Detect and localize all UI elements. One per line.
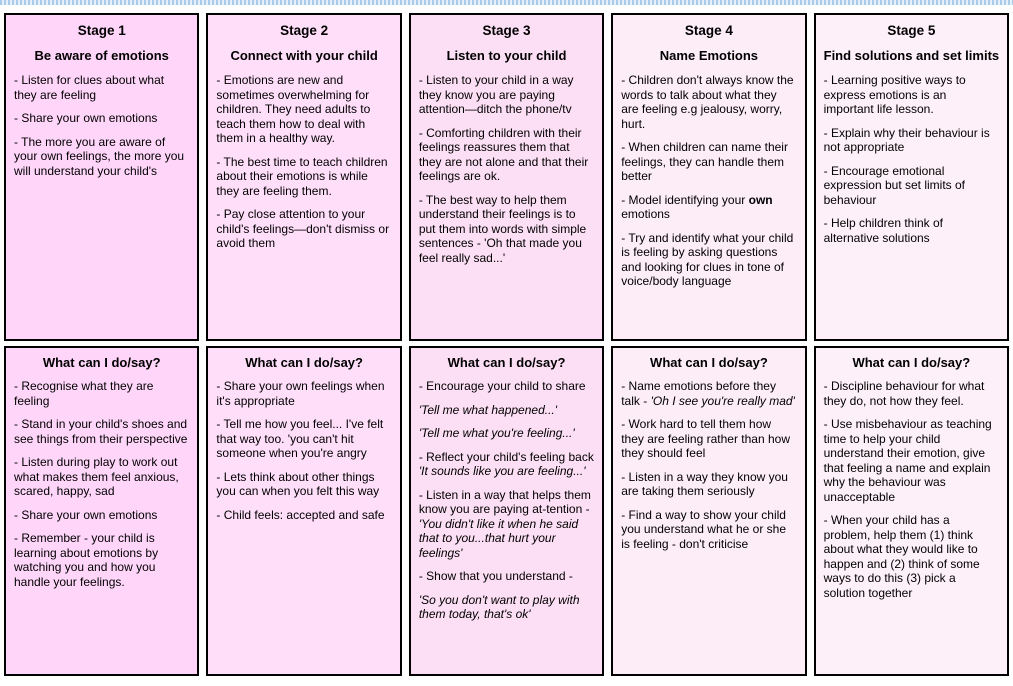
stages-table <box>4 13 1009 676</box>
stage-label: Stage 2 <box>280 23 329 38</box>
bullet-paragraph: - Reflect your child's feeling back 'It sounds like you are feeling...' <box>418 449 594 479</box>
stage-label: Stage 4 <box>684 23 733 38</box>
bullet-paragraph: - Name emotions before they talk - 'Oh I see you're really mad' <box>621 379 795 408</box>
bullet-paragraph: - Learning positive ways to express emotions is an important life lesson. <box>823 73 966 117</box>
bullet-paragraph: - Listen for clues about what they are feeling <box>14 73 165 102</box>
bullet-paragraph: - Share your own emotions <box>14 111 158 126</box>
bullet-paragraph: - Share your own feelings when it's appropriate <box>216 379 385 408</box>
bullet-paragraph: - Work hard to tell them how they are feeling rather than how they should feel <box>621 417 790 461</box>
bullet-paragraph: - Help children think of alternative solutions <box>823 216 944 245</box>
page-edge-pattern <box>0 0 1013 5</box>
stage-title: Listen to your child <box>446 48 567 63</box>
stage4-overview-cell <box>611 13 806 341</box>
stage-label: Stage 5 <box>887 23 936 38</box>
stage-points <box>14 73 189 178</box>
bullet-paragraph: - Listen in a way they know you are taking them seriously <box>621 469 788 499</box>
do-say-points <box>419 379 594 622</box>
stage-label: Stage 1 <box>77 23 126 38</box>
bullet-paragraph: 'Tell me what you're feeling...' <box>418 426 575 441</box>
stage-column-4 <box>611 13 806 676</box>
bullet-paragraph: - Pay close attention to your child's feelings—don't dismiss or avoid them <box>216 207 390 251</box>
bullet-paragraph: - Share your own emotions <box>14 507 158 522</box>
bullet-paragraph: - Lets think about other things you can when you felt this way <box>216 469 380 499</box>
bullet-paragraph: - Discipline behaviour for what they do, not how they feel. <box>823 379 985 408</box>
stage-points <box>419 73 594 265</box>
do-say-points <box>824 379 999 600</box>
do-say-points <box>14 379 189 589</box>
stage3-actions-cell <box>409 346 604 676</box>
stage-points <box>216 73 391 251</box>
bullet-paragraph: - When your child has a problem, help them (1) think about what they would like to happen and (2) think of some ways to do this (3) pick a solution together <box>823 513 980 600</box>
stage-title: Find solutions and set limits <box>823 48 1000 63</box>
stage-points <box>824 73 999 245</box>
bullet-paragraph: - The best time to teach children about their emotions is while they are feeling them. <box>216 154 388 198</box>
bullet-paragraph: - The more you are aware of your own feelings, the more you will understand your child's <box>14 134 185 178</box>
bullet-paragraph: - Remember - your child is learning about emotions by watching you and how you handle your feelings. <box>14 531 159 589</box>
bullet-paragraph: - Tell me how you feel... I've felt that way too. 'you can't hit someone when you're angry <box>216 417 384 461</box>
bullet-paragraph: - When children can name their feelings, they can handle them better <box>621 140 788 184</box>
stage-label: Stage 3 <box>482 23 531 38</box>
bullet-paragraph: 'Tell me what happened...' <box>418 402 558 417</box>
bullet-paragraph: - Use misbehaviour as teaching time to help your child understand their emotion, give that feeling a name and explain why the behaviour was unacceptable <box>823 417 992 504</box>
stage-column-3 <box>409 13 604 676</box>
stage4-actions-cell <box>611 346 806 676</box>
stage-column-5 <box>814 13 1009 676</box>
bullet-paragraph: - Listen in a way that helps them know you are paying at-tention - 'You didn't like it when he said that to you...that hurt your feelings' <box>418 487 591 560</box>
bullet-paragraph: - Explain why their behaviour is not appropriate <box>823 125 990 155</box>
bullet-paragraph: - Model identifying your own emotions <box>621 192 773 222</box>
bullet-paragraph: - Encourage your child to share <box>418 379 586 393</box>
do-say-points <box>216 379 391 522</box>
bullet-paragraph: - Show that you understand - <box>418 569 573 584</box>
stage3-overview-cell <box>409 13 604 341</box>
stage-column-2 <box>206 13 401 676</box>
bullet-paragraph: - Stand in your child's shoes and see things from their perspective <box>14 417 188 446</box>
bullet-paragraph: - Children don't always know the words to talk about what they are feeling e.g jealousy, worry, hurt. <box>621 73 794 131</box>
stage-points <box>621 73 796 289</box>
bullet-paragraph: - Find a way to show your child you understand what he or she is feeling - don't criticise <box>621 507 786 551</box>
stage2-overview-cell <box>206 13 401 341</box>
stage1-overview-cell <box>4 13 199 341</box>
bullet-paragraph: - Child feels: accepted and safe <box>216 507 385 522</box>
do-say-header: What can I do/say? <box>447 355 566 370</box>
stage-title: Be aware of emotions <box>34 48 169 63</box>
bullet-paragraph: - Listen during play to work out what makes them feel anxious, scared, happy, sad <box>14 455 179 499</box>
stage2-actions-cell <box>206 346 401 676</box>
do-say-header: What can I do/say? <box>852 355 971 370</box>
bullet-paragraph: - Recognise what they are feeling <box>14 379 154 408</box>
stage-title: Name Emotions <box>659 48 759 63</box>
do-say-points <box>621 379 796 551</box>
bullet-paragraph: - Listen to your child in a way they know you are paying attention—ditch the phone/tv <box>418 73 574 117</box>
stage5-overview-cell <box>814 13 1009 341</box>
stage5-actions-cell <box>814 346 1009 676</box>
bullet-paragraph: 'So you don't want to play with them today, that's ok' <box>418 592 580 622</box>
do-say-header: What can I do/say? <box>245 355 363 370</box>
bullet-paragraph: - The best way to help them understand their feelings is to put them into words with simple sentences - 'Oh that made you feel really sad...' <box>418 192 587 265</box>
do-say-header: What can I do/say? <box>42 355 161 370</box>
bullet-paragraph: - Emotions are new and sometimes overwhelming for children. They need adults to teach them how to deal with them in a healthy way. <box>216 73 371 146</box>
bullet-paragraph: - Comforting children with their feelings reassures them that they are not alone and that their feelings are ok. <box>418 125 589 184</box>
stage-title: Connect with your child <box>230 48 378 63</box>
stage-column-1 <box>4 13 199 676</box>
do-say-header: What can I do/say? <box>650 355 768 370</box>
bullet-paragraph: - Try and identify what your child is feeling by asking questions and looking for clues in tone of voice/body language <box>621 230 794 289</box>
stage1-actions-cell <box>4 346 199 676</box>
bullet-paragraph: - Encourage emotional expression but set limits of behaviour <box>823 163 966 207</box>
